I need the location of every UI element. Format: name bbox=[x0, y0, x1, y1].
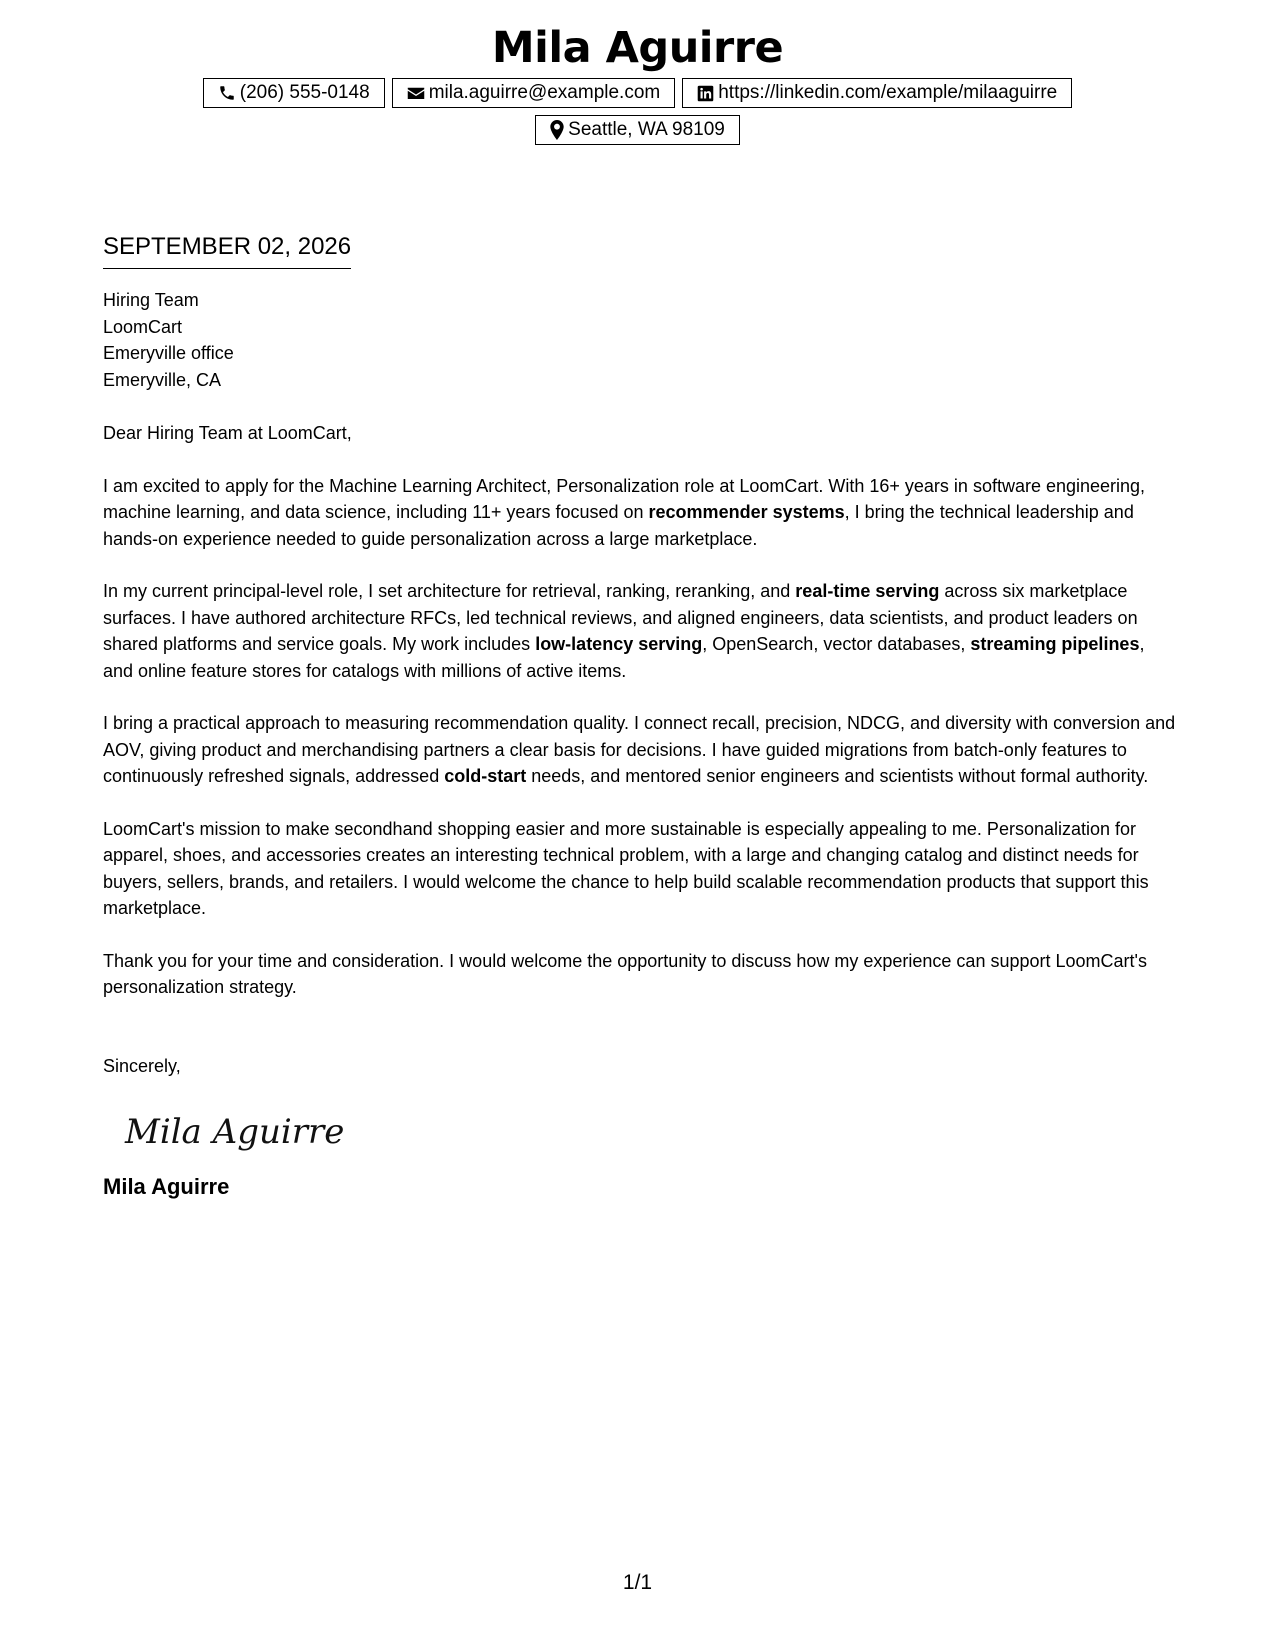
applicant-name: Mila Aguirre bbox=[491, 23, 784, 73]
letter-date: SEPTEMBER 02, 2026 bbox=[103, 232, 351, 269]
email-text: mila.aguirre@example.com bbox=[428, 82, 661, 103]
letter-body bbox=[103, 232, 1178, 1201]
contact-row-secondary bbox=[0, 115, 1275, 145]
text-run: , and online feature stores for catalogs with millions of active items. bbox=[103, 634, 1145, 681]
phone-chip[interactable] bbox=[203, 78, 385, 108]
letterhead bbox=[0, 18, 1275, 145]
envelope-icon bbox=[407, 85, 425, 101]
bold-term: streaming pipelines bbox=[970, 634, 1140, 654]
text-run: , OpenSearch, vector databases, bbox=[702, 634, 971, 654]
map-marker-icon bbox=[550, 120, 564, 140]
text-run: I bring a practical approach to measuring recommendation quality. I connect recall, precision, NDCG, and diversity with conversion and AOV, giving product and merchandising partners a clear basis for decisions. I have guided migrations from batch-only features to continuously refreshed signals, addressed bbox=[103, 713, 1176, 786]
recipient-line: Emeryville office bbox=[103, 343, 234, 363]
bold-term: low-latency serving bbox=[535, 634, 703, 654]
recipient-line: LoomCart bbox=[103, 316, 183, 337]
linkedin-icon bbox=[697, 85, 714, 102]
bold-term: real-time serving bbox=[795, 581, 940, 601]
text-run: , I bring the technical leadership and hands-on experience needed to guide personalization across a large marketplace. bbox=[103, 502, 1134, 549]
paragraph-5: Thank you for your time and consideration. I would welcome the opportunity to discuss how my experience can support LoomCart's personalization strategy. bbox=[103, 950, 1147, 997]
text-run: In my current principal-level role, I set architecture for retrieval, ranking, reranking, and bbox=[103, 581, 796, 601]
recipient-line: Emeryville, CA bbox=[103, 369, 222, 390]
recipient-line: Hiring Team bbox=[103, 290, 199, 310]
bold-term: recommender systems bbox=[648, 502, 845, 522]
phone-icon bbox=[218, 84, 236, 102]
closing: Sincerely, bbox=[103, 1055, 181, 1076]
bold-term: cold-start bbox=[444, 766, 527, 786]
text-run: across six marketplace surfaces. I have authored architecture RFCs, led technical reviews, and aligned engineers, data scientists, and product leaders on shared platforms and service goals. My work includes bbox=[103, 581, 1138, 654]
recipient-block bbox=[103, 287, 1178, 393]
signature-image bbox=[121, 1101, 361, 1161]
page-number: 1/1 bbox=[622, 1571, 653, 1594]
contact-row-primary bbox=[0, 78, 1275, 108]
signature bbox=[121, 1101, 1178, 1163]
salutation: Dear Hiring Team at LoomCart, bbox=[103, 423, 352, 443]
paragraph-4: LoomCart's mission to make secondhand shopping easier and more sustainable is especially appealing to me. Personalization for apparel, shoes, and accessories creates an interesting technical problem, with a large and changing catalog and distinct needs for buyers, sellers, brands, and retailers. I would welcome the chance to help build scalable recommendation products that support this marketplace. bbox=[103, 818, 1149, 918]
phone-text: (206) 555-0148 bbox=[239, 82, 370, 103]
linkedin-chip[interactable] bbox=[682, 78, 1072, 108]
email-chip[interactable] bbox=[392, 78, 676, 108]
paragraph-1 bbox=[103, 473, 1178, 553]
paragraph-2 bbox=[103, 578, 1178, 684]
location-chip[interactable] bbox=[535, 115, 740, 145]
text-run: I am excited to apply for the Machine Learning Architect, Personalization role at LoomCart. With 16+ years in software engineering, machine learning, and data science, including 11+ years focused on bbox=[103, 475, 1146, 522]
location-text: Seattle, WA 98109 bbox=[568, 119, 725, 140]
paragraph-3 bbox=[103, 710, 1178, 790]
linkedin-text: https://linkedin.com/example/milaaguirre bbox=[718, 82, 1058, 103]
signed-name: Mila Aguirre bbox=[103, 1174, 230, 1199]
signature-text: Mila Aguirre bbox=[125, 1112, 345, 1152]
text-run: needs, and mentored senior engineers and scientists without formal authority. bbox=[526, 766, 1149, 786]
